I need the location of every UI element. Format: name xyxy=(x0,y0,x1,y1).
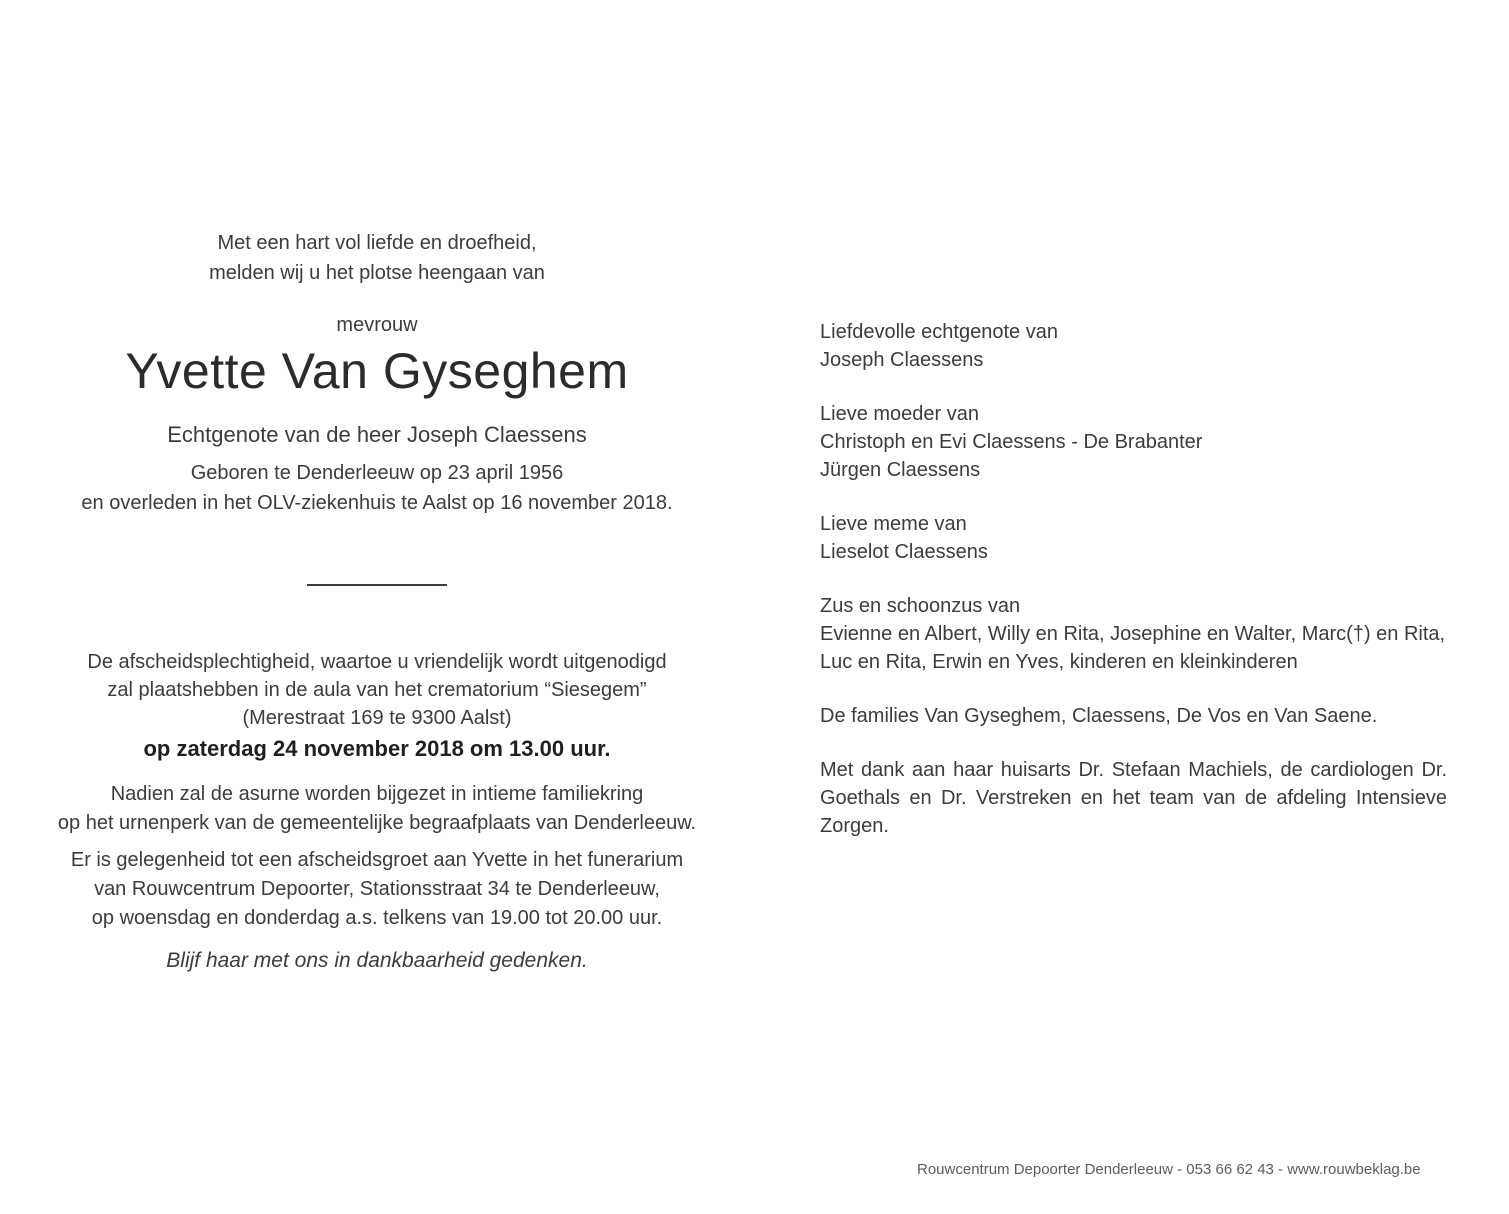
acknowledgement-paragraph: Met dank aan haar huisarts Dr. Stefaan Machiels, de cardiologen Dr. Goethals en Dr. Verstreken en het team van de afdeling Intensieve Zorgen. xyxy=(820,759,1447,837)
family-section-children xyxy=(820,400,1447,484)
closing-sentence: Blijf haar met ons in dankbaarheid gedenken. xyxy=(166,949,588,972)
divider-rule xyxy=(307,584,447,586)
farewell-text xyxy=(57,846,697,933)
family-section-families xyxy=(820,702,1447,730)
interment-text xyxy=(57,780,697,838)
ceremony-text xyxy=(57,648,697,732)
family-line: Zus en schoonzus van xyxy=(820,595,1021,617)
family-line: Liefdevolle echtgenote van xyxy=(820,321,1058,343)
intro-line: Met een hart vol liefde en droefheid, xyxy=(217,232,537,254)
family-line: Joseph Claessens xyxy=(820,349,984,371)
interment-line: Nadien zal de asurne worden bijgezet in intieme familiekring xyxy=(110,783,644,805)
salutation: mevrouw xyxy=(336,314,418,336)
interment-line: op het urnenperk van de gemeentelijke begraafplaats van Denderleeuw. xyxy=(57,812,697,834)
ceremony-datetime: op zaterdag 24 november 2018 om 13.00 uur. xyxy=(143,736,611,761)
family-line: De families Van Gyseghem, Claessens, De Vos en Van Saene. xyxy=(820,705,1378,727)
funeral-home-footer: Rouwcentrum Depoorter Denderleeuw - 053 66 62 43 - www.rouwbeklag.be xyxy=(917,1161,1421,1178)
family-line: Lieve meme van xyxy=(820,513,967,535)
ceremony-line: (Merestraat 169 te 9300 Aalst) xyxy=(242,707,512,729)
family-section-grandchild xyxy=(820,510,1447,566)
intro-text xyxy=(57,228,697,288)
farewell-line: op woensdag en donderdag a.s. telkens van 19.00 tot 20.00 uur. xyxy=(91,907,663,929)
intro-line: melden wij u het plotse heengaan van xyxy=(209,262,545,284)
death-line: en overleden in het OLV-ziekenhuis te Aalst op 16 november 2018. xyxy=(81,492,673,514)
family-line: Lieve moeder van xyxy=(820,403,979,425)
family-line: Lieselot Claessens xyxy=(820,541,988,563)
family-line: Luc en Rita, Erwin en Yves, kinderen en kleinkinderen xyxy=(820,651,1298,673)
ceremony-line: zal plaatshebben in de aula van het crematorium “Siesegem” xyxy=(107,679,647,701)
deceased-name: Yvette Van Gyseghem xyxy=(125,343,629,399)
family-section-spouse xyxy=(820,318,1447,374)
family-column xyxy=(820,318,1447,866)
birth-line: Geboren te Denderleeuw op 23 april 1956 xyxy=(190,462,564,484)
family-line: Evienne en Albert, Willy en Rita, Josephine en Walter, Marc(†) en Rita, xyxy=(820,623,1446,645)
family-section-siblings xyxy=(820,592,1447,676)
farewell-line: van Rouwcentrum Depoorter, Stationsstraat 34 te Denderleeuw, xyxy=(94,878,660,900)
ceremony-line: De afscheidsplechtigheid, waartoe u vriendelijk wordt uitgenodigd xyxy=(87,651,667,673)
announcement-column xyxy=(57,228,697,976)
family-line: Christoph en Evi Claessens - De Brabanter xyxy=(820,431,1203,453)
spouse-line: Echtgenote van de heer Joseph Claessens xyxy=(167,422,587,447)
farewell-line: Er is gelegenheid tot een afscheidsgroet aan Yvette in het funerarium xyxy=(70,849,684,871)
family-line: Jürgen Claessens xyxy=(820,459,981,481)
birth-death-text xyxy=(57,458,697,518)
